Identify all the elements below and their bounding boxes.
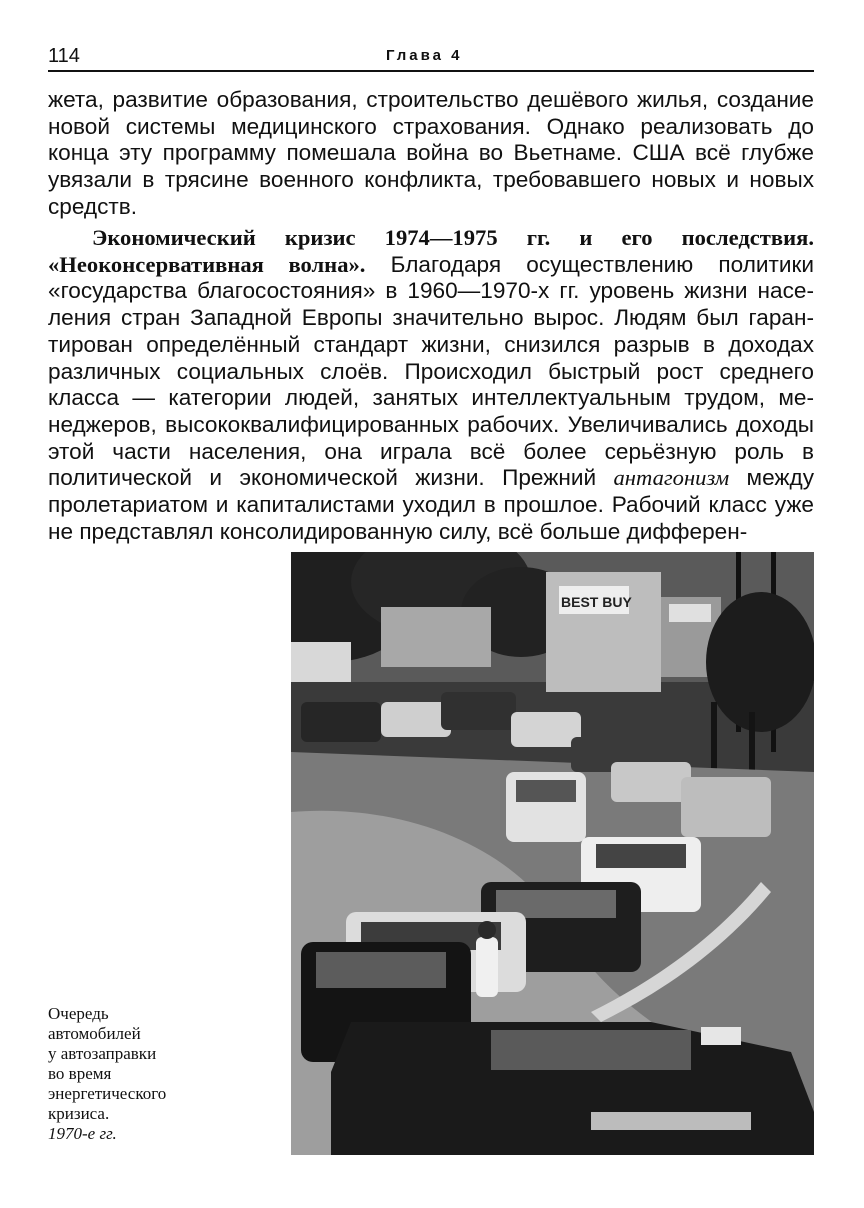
italic-term: антагонизм <box>613 465 730 491</box>
paragraph-text-before: Благодаря осуществлению политики «государства благосостояния» в 1960—1970-х гг. уровень жизни населения стран Западной Европы значительно вырос. Людям был гарантирован определённый стандарт жизни, снизился разрыв в доходах различных социальных слоёв. Происходил быстрый рост среднего класса — категории людей, занятых интеллектуальным трудом, менеджеров, высококвалифицированных рабочих. Увеличивались доходы этой части населения, она играла всё более серьёзную роль в политической и экономической жизни. Прежний <box>48 251 815 491</box>
paragraph-text-after: между пролетариатом и капиталистами уходил в прошлое. Рабочий класс уже не представлял консолидированную силу, всё больше дифферен- <box>48 465 814 544</box>
chapter-title: Глава 4 <box>386 47 463 64</box>
caption-line: Очередь <box>48 1004 109 1023</box>
store-sign: BEST BUY <box>561 594 632 610</box>
paragraph-crisis <box>48 225 814 545</box>
paragraph-continued: жета, развитие образования, строительство дешёвого жилья, создание новой системы медицинского страхования. Однако реализовать до конца эту программу помешала война во Вьетнаме. США всё глубже увязали в трясине военного конфликта, требовавшего новых и новых средств. <box>48 87 814 219</box>
section-heading: Экономический кризис 1974—1975 гг. и его последствия. «Неоконсервативная волна». <box>48 225 814 277</box>
caption-line: автомобилей <box>48 1024 141 1043</box>
page-header <box>48 44 814 72</box>
caption-line: энергетического <box>48 1084 167 1103</box>
caption-line: во время <box>48 1064 112 1083</box>
caption-date: 1970-е гг. <box>48 1124 117 1143</box>
caption-line: у автозаправки <box>48 1044 157 1063</box>
photo-caption <box>48 1004 278 1144</box>
page-number: 114 <box>48 45 80 67</box>
gas-station-queue-photo <box>291 552 814 1155</box>
caption-line: кризиса. <box>48 1104 110 1123</box>
